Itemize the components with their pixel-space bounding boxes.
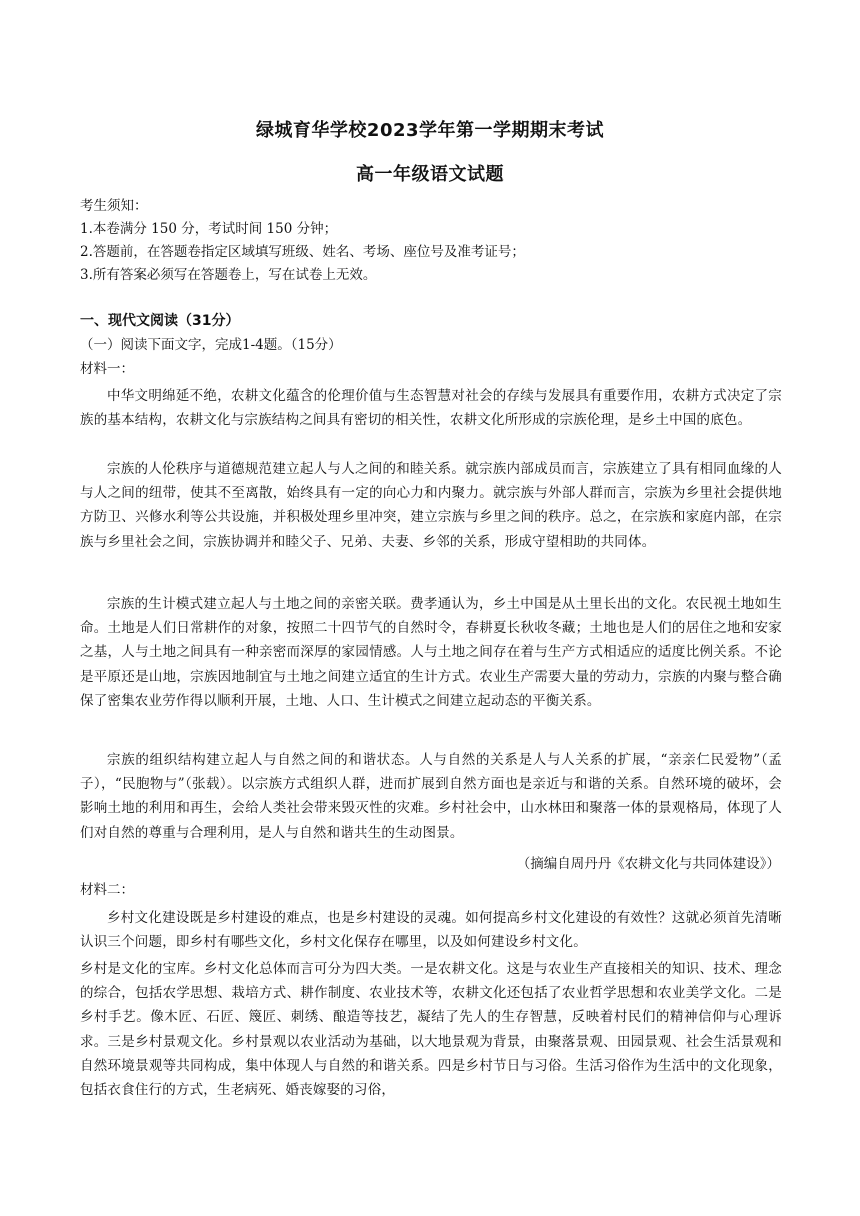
material-label: 材料一：: [80, 361, 134, 377]
material2-paragraph: 乡村文化建设既是乡村建设的难点，也是乡村建设的灵魂。如何提高乡村文化建设的有效性？这就必须首先清晰认识三个问题，即乡村有哪些文化，乡村文化保存在哪里，以及如何建设乡村文化。: [80, 910, 782, 951]
section-heading: 一、现代文阅读（31分）: [80, 313, 240, 329]
question-instructions: （一）阅读下面文字，完成1-4题。（15分）: [80, 337, 342, 353]
material1-source: （摘编自周丹丹《农耕文化与共同体建设》）: [516, 856, 780, 872]
exam-subtitle: 高一年级语文试题: [356, 164, 504, 185]
notice-item: 3.所有答案必须写在答题卷上，写在试卷上无效。: [80, 267, 377, 283]
material-label: 材料二：: [80, 882, 134, 898]
material1-paragraph: 宗族的组织结构建立起人与自然之间的和谐状态。人与自然的关系是人与人关系的扩展，“亲亲仁民爱物”（孟子），“民胞物与”（张载）。以宗族方式组织人群，进而扩展到自然方面也是亲近与和谐的关系。自然环境的破坏，会影响土地的利用和再生，会给人类社会带来毁灭性的灾难。乡村社会中，山水林田和聚落一体的景观格局，体现了人们对自然的尊重与合理利用，是人与自然和谐共生的生动图景。: [80, 752, 782, 841]
notice-heading: 考生须知：: [80, 198, 148, 214]
exam-title: 绿城育华学校2023学年第一学期期末考试: [255, 120, 605, 141]
notice-item: 1.本卷满分 150 分，考试时间 150 分钟；: [80, 221, 338, 237]
material2-paragraph: 乡村是文化的宝库。乡村文化总体而言可分为四大类。一是农耕文化。这是与农业生产直接相关的知识、技术、理念的综合，包括农学思想、栽培方式、耕作制度、农业技术等，农耕文化还包括了农业哲学思想和农业美学文化。二是乡村手艺。像木匠、石匠、篾匠、刺绣、酿造等技艺，凝结了先人的生存智慧，反映着村民们的精神信仰与心理诉求。三是乡村景观文化。乡村景观以农业活动为基础，以大地景观为背景，由聚落景观、田园景观、社会生活景观和自然环境景观等共同构成，集中体现人与自然的和谐关系。四是乡村节日与习俗。生活习俗作为生活中的文化现象，包括衣食住行的方式，生老病死、婚丧嫁娶的习俗，: [80, 961, 782, 1099]
notice-item: 2.答题前，在答题卷指定区域填写班级、姓名、考场、座位号及准考证号；: [80, 244, 525, 260]
material1-paragraph: 宗族的生计模式建立起人与土地之间的亲密关联。费孝通认为，乡土中国是从土里长出的文化。农民视土地如生命。土地是人们日常耕作的对象，按照二十四节气的自然时令，春耕夏长秋收冬藏；土地也是人们的居住之地和安家之基，人与土地之间具有一种亲密而深厚的家园情感。人与土地之间存在着与生产方式相适应的适度比例关系。不论是平原还是山地，宗族因地制宜与土地之间建立适宜的生计方式。农业生产需要大量的劳动力，宗族的内聚与整合确保了密集农业劳作得以顺利开展，土地、人口、生计模式之间建立起动态的平衡关系。: [80, 596, 782, 709]
material1-paragraph: 宗族的人伦秩序与道德规范建立起人与人之间的和睦关系。就宗族内部成员而言，宗族建立了具有相同血缘的人与人之间的纽带，使其不至离散，始终具有一定的向心力和内聚力。就宗族与外部人群而言，宗族为乡里社会提供地方防卫、兴修水利等公共设施，并积极处理乡里冲突，建立宗族与乡里之间的秩序。总之，在宗族和家庭内部，在宗族与乡里社会之间，宗族协调并和睦父子、兄弟、夫妻、乡邻的关系，形成守望相助的共同体。: [80, 461, 782, 550]
material1-paragraph: 中华文明绵延不绝，农耕文化蕴含的伦理价值与生态智慧对社会的存续与发展具有重要作用，农耕方式决定了宗族的基本结构，农耕文化与宗族结构之间具有密切的相关性，农耕文化所形成的宗族伦理，是乡土中国的底色。: [80, 388, 782, 429]
